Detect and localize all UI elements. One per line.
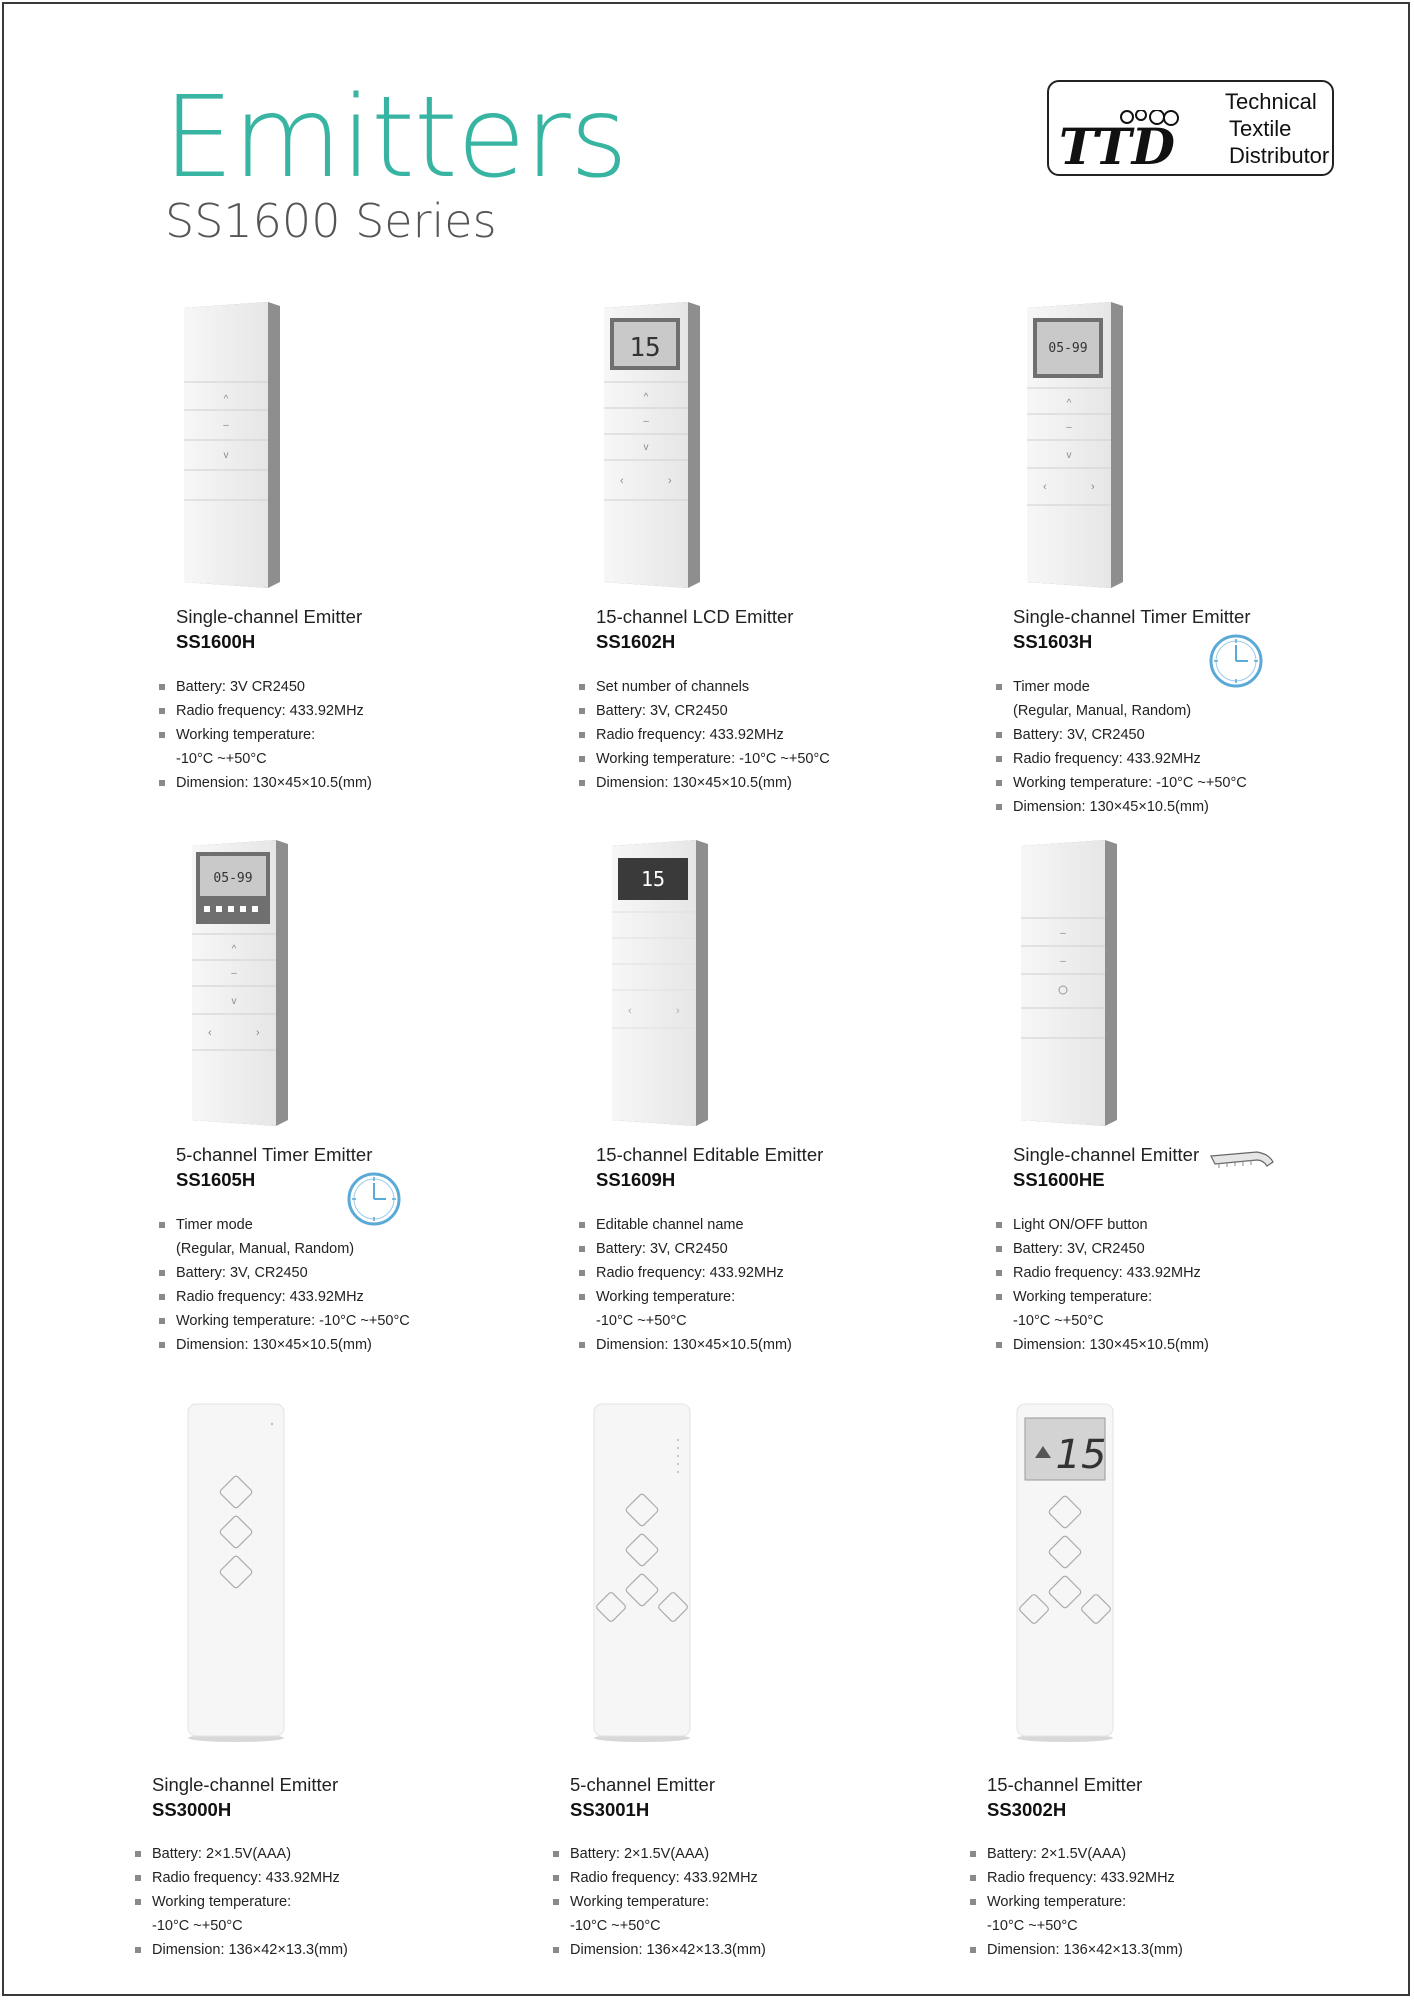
spec-item: Working temperature: <box>176 723 372 747</box>
svg-text:–: – <box>231 968 237 979</box>
spec-item: Working temperature: <box>596 1285 792 1309</box>
product-model: SS3002H <box>987 1799 1067 1820</box>
remote-ss1602h-image <box>602 300 702 590</box>
lcd-readout: 15 <box>1055 1432 1107 1478</box>
spec-item: Battery: 3V, CR2450 <box>176 1261 410 1285</box>
spec-item: Radio frequency: 433.92MHz <box>1013 747 1247 771</box>
page-title: Emitters <box>163 73 628 203</box>
page-subtitle: SS1600 Series <box>165 194 497 248</box>
product-card-ss3002h <box>985 1402 1365 1958</box>
spec-item: Working temperature: -10°C ~+50°C <box>596 747 830 771</box>
svg-text:v: v <box>643 442 649 453</box>
spec-item: Dimension: 130×45×10.5(mm) <box>596 771 830 795</box>
remote-ss1603h-image <box>1025 300 1125 590</box>
product-model: SS1602H <box>596 631 676 652</box>
svg-text:^: ^ <box>643 392 649 403</box>
svg-text:v: v <box>1066 450 1072 461</box>
lcd-readout: 05-99 <box>1048 341 1088 356</box>
product-model: SS1609H <box>596 1169 676 1190</box>
svg-text:›: › <box>668 475 672 487</box>
svg-text:–: – <box>1066 422 1072 433</box>
product-card-ss1609h <box>580 838 960 1368</box>
product-card-ss1602h <box>580 300 960 830</box>
spec-item: -10°C ~+50°C <box>987 1918 1078 1934</box>
spec-item: Timer mode <box>1013 675 1247 699</box>
spec-item: Radio frequency: 433.92MHz <box>152 1866 348 1890</box>
lcd-readout: 15 <box>640 867 666 891</box>
product-name: 15-channel Editable Emitter <box>596 1144 824 1165</box>
product-model: SS1600HE <box>1013 1169 1105 1190</box>
product-name: 15-channel Emitter <box>987 1774 1143 1795</box>
spec-item: Radio frequency: 433.92MHz <box>176 699 372 723</box>
remote-ss1605h-image <box>190 838 290 1128</box>
svg-text:–: – <box>643 416 649 427</box>
product-name: 5-channel Timer Emitter <box>176 1144 373 1165</box>
spec-item: Battery: 2×1.5V(AAA) <box>570 1842 766 1866</box>
product-name: Single-channel Emitter <box>176 606 363 627</box>
spec-item: Radio frequency: 433.92MHz <box>1013 1261 1209 1285</box>
spec-list <box>987 1842 1183 1962</box>
product-model: SS3000H <box>152 1799 232 1820</box>
remote-ss3000h-image <box>184 1402 294 1742</box>
ttd-logo-icon <box>1057 110 1207 172</box>
product-name: 15-channel LCD Emitter <box>596 606 794 627</box>
product-name: 5-channel Emitter <box>570 1774 715 1795</box>
awning-icon <box>1207 1148 1277 1178</box>
spec-list <box>1013 1213 1209 1357</box>
logo-line-2: Textile <box>1229 116 1292 141</box>
spec-item: Light ON/OFF button <box>1013 1213 1209 1237</box>
product-card-ss3000h <box>148 1402 528 1958</box>
logo-line-3: Distributor <box>1229 143 1330 168</box>
spec-item: Editable channel name <box>596 1213 792 1237</box>
spec-list <box>596 1213 792 1357</box>
spec-item: Radio frequency: 433.92MHz <box>596 1261 792 1285</box>
logo-line-1: Technical <box>1225 89 1317 114</box>
spec-item: Battery: 2×1.5V(AAA) <box>987 1842 1183 1866</box>
spec-item: -10°C ~+50°C <box>176 751 267 767</box>
spec-item: -10°C ~+50°C <box>570 1918 661 1934</box>
spec-item: Dimension: 130×45×10.5(mm) <box>176 771 372 795</box>
spec-item: Dimension: 130×45×10.5(mm) <box>1013 1333 1209 1357</box>
product-model: SS1603H <box>1013 631 1093 652</box>
spec-item: Working temperature: -10°C ~+50°C <box>176 1309 410 1333</box>
svg-text:v: v <box>231 996 237 1007</box>
svg-text:›: › <box>256 1027 260 1039</box>
spec-item: (Regular, Manual, Random) <box>1013 703 1192 719</box>
product-name: Single-channel Emitter <box>1013 1144 1200 1165</box>
svg-text:‹: ‹ <box>1043 481 1047 493</box>
svg-text:›: › <box>1091 481 1095 493</box>
svg-text:–: – <box>1060 956 1066 967</box>
spec-list <box>570 1842 766 1962</box>
remote-ss3001h-image <box>590 1402 700 1742</box>
svg-text:^: ^ <box>231 944 237 955</box>
svg-text:v: v <box>223 450 229 461</box>
spec-item: Timer mode <box>176 1213 410 1237</box>
spec-item: Working temperature: <box>987 1890 1183 1914</box>
product-card-ss1603h <box>1003 300 1383 830</box>
spec-item: Battery: 3V CR2450 <box>176 675 372 699</box>
spec-item: Radio frequency: 433.92MHz <box>596 723 830 747</box>
product-card-ss1605h <box>160 838 540 1368</box>
product-model: SS1600H <box>176 631 256 652</box>
remote-ss1600h-image <box>182 300 282 590</box>
spec-item: Battery: 2×1.5V(AAA) <box>152 1842 348 1866</box>
spec-item: Dimension: 130×45×10.5(mm) <box>1013 795 1247 819</box>
spec-item: -10°C ~+50°C <box>152 1918 243 1934</box>
product-name: Single-channel Timer Emitter <box>1013 606 1251 627</box>
spec-item: Battery: 3V, CR2450 <box>1013 1237 1209 1261</box>
remote-ss1609h-image <box>610 838 710 1128</box>
spec-item: Working temperature: <box>152 1890 348 1914</box>
product-model: SS3001H <box>570 1799 650 1820</box>
product-model: SS1605H <box>176 1169 256 1190</box>
spec-item: Radio frequency: 433.92MHz <box>987 1866 1183 1890</box>
spec-item: Set number of channels <box>596 675 830 699</box>
spec-item: (Regular, Manual, Random) <box>176 1241 355 1257</box>
spec-item: Working temperature: <box>570 1890 766 1914</box>
remote-ss1600he-image <box>1019 838 1119 1128</box>
remote-ss3002h-image <box>1013 1402 1123 1742</box>
svg-text:–: – <box>1060 928 1066 939</box>
svg-text:‹: ‹ <box>628 1005 632 1017</box>
spec-item: Dimension: 136×42×13.3(mm) <box>570 1938 766 1962</box>
svg-text:‹: ‹ <box>620 475 624 487</box>
spec-item: Battery: 3V, CR2450 <box>596 699 830 723</box>
svg-text:–: – <box>223 420 229 431</box>
company-logo <box>1047 80 1334 176</box>
spec-item: -10°C ~+50°C <box>596 1313 687 1329</box>
logo-letters-text: TTD <box>1059 117 1175 172</box>
lcd-readout: 05-99 <box>213 871 253 886</box>
product-card-ss1600h <box>160 300 540 830</box>
spec-item: Radio frequency: 433.92MHz <box>176 1285 410 1309</box>
product-card-ss1600he <box>1003 838 1383 1368</box>
svg-text:^: ^ <box>223 394 229 405</box>
spec-item: Battery: 3V, CR2450 <box>1013 723 1247 747</box>
spec-item: Working temperature: <box>1013 1285 1209 1309</box>
spec-item: Battery: 3V, CR2450 <box>596 1237 792 1261</box>
svg-text:‹: ‹ <box>208 1027 212 1039</box>
spec-item: Dimension: 136×42×13.3(mm) <box>152 1938 348 1962</box>
svg-text:›: › <box>676 1005 680 1017</box>
svg-text:^: ^ <box>1066 398 1072 409</box>
spec-item: Dimension: 136×42×13.3(mm) <box>987 1938 1183 1962</box>
spec-list <box>1013 675 1247 819</box>
spec-list <box>176 1213 410 1357</box>
spec-list <box>152 1842 348 1962</box>
product-card-ss3001h <box>566 1402 946 1958</box>
spec-item: Dimension: 130×45×10.5(mm) <box>176 1333 410 1357</box>
spec-list <box>596 675 830 795</box>
spec-item: Dimension: 130×45×10.5(mm) <box>596 1333 792 1357</box>
spec-item: -10°C ~+50°C <box>1013 1313 1104 1329</box>
spec-item: Working temperature: -10°C ~+50°C <box>1013 771 1247 795</box>
product-name: Single-channel Emitter <box>152 1774 339 1795</box>
spec-item: Radio frequency: 433.92MHz <box>570 1866 766 1890</box>
spec-list <box>176 675 372 795</box>
lcd-readout: 15 <box>629 333 661 363</box>
